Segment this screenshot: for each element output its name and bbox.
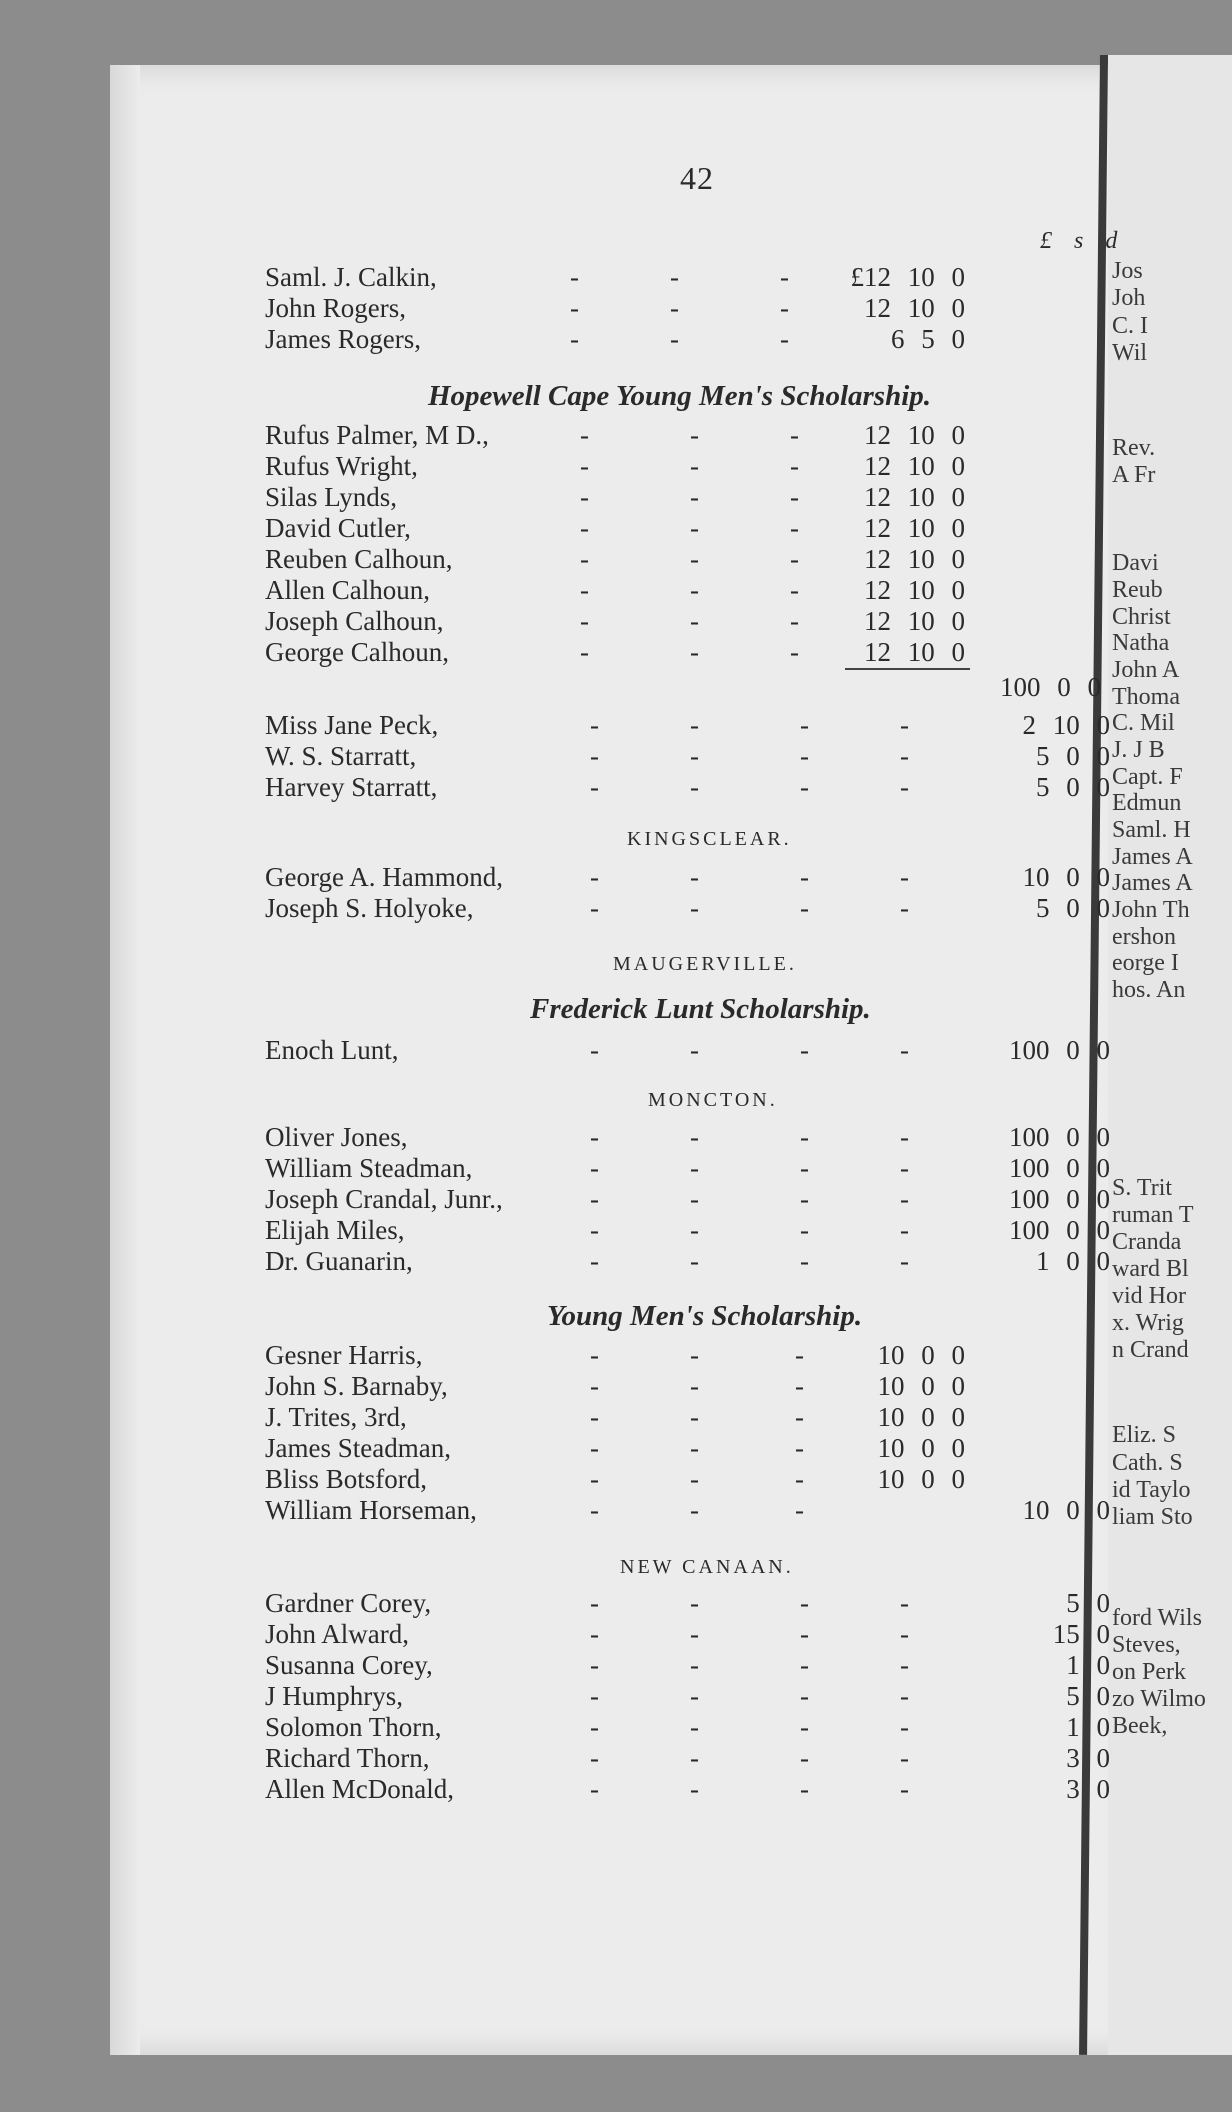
subscription-amount: 12 10 0 <box>864 606 965 636</box>
leader-dash: - <box>795 1340 804 1370</box>
subscription-amount: 6 5 0 <box>891 324 965 354</box>
facing-page-text-fragment: liam Sto <box>1112 1504 1193 1530</box>
subscription-amount: 12 10 0 <box>864 482 965 512</box>
subscriber-name: Joseph S. Holyoke, <box>265 893 474 923</box>
subscription-amount: 12 10 0 <box>864 420 965 450</box>
subscriber-name: Rufus Palmer, M D., <box>265 420 489 450</box>
leader-dash: - <box>590 862 599 892</box>
leader-dash: - <box>590 1433 599 1463</box>
total-amount: 10 0 0 <box>1022 862 1110 892</box>
section-total: 100 0 0 <box>1000 672 1101 702</box>
ledger-row <box>265 1588 1145 1618</box>
total-amount: 10 0 0 <box>1022 1495 1110 1525</box>
subscriber-name: Enoch Lunt, <box>265 1035 399 1065</box>
leader-dash: - <box>800 1035 809 1065</box>
leader-dash: - <box>690 420 699 450</box>
leader-dash: - <box>690 1215 699 1245</box>
facing-page-text-fragment: Steves, <box>1112 1632 1181 1658</box>
leader-dash: - <box>570 324 579 354</box>
leader-dash: - <box>790 513 799 543</box>
leader-dash: - <box>690 1433 699 1463</box>
leader-dash: - <box>590 1246 599 1276</box>
facing-page-text-fragment: C. I <box>1112 313 1148 339</box>
leader-dash: - <box>580 637 589 667</box>
leader-dash: - <box>800 710 809 740</box>
leader-dash: - <box>800 893 809 923</box>
ledger-row <box>265 1215 1145 1245</box>
ledger-row <box>265 862 1145 892</box>
leader-dash: - <box>690 893 699 923</box>
subscriber-name: Oliver Jones, <box>265 1122 408 1152</box>
leader-dash: - <box>900 1712 909 1742</box>
facing-page-text-fragment: Joh <box>1112 285 1146 311</box>
facing-page-text-fragment: Rev. <box>1112 435 1156 461</box>
leader-dash: - <box>690 575 699 605</box>
subscriber-name: Richard Thorn, <box>265 1743 430 1773</box>
leader-dash: - <box>590 893 599 923</box>
leader-dash: - <box>690 1153 699 1183</box>
total-amount: 1 0 <box>1066 1712 1110 1742</box>
ledger-row <box>265 324 1145 354</box>
leader-dash: - <box>900 1619 909 1649</box>
leader-dash: - <box>800 1774 809 1804</box>
leader-dash: - <box>800 1122 809 1152</box>
leader-dash: - <box>690 451 699 481</box>
subscription-amount: 10 0 0 <box>877 1402 965 1432</box>
subscriber-name: John S. Barnaby, <box>265 1371 448 1401</box>
ledger-row <box>265 1246 1145 1276</box>
facing-page-text-fragment: on Perk <box>1112 1659 1186 1685</box>
leader-dash: - <box>790 544 799 574</box>
leader-dash: - <box>800 741 809 771</box>
total-amount: 100 0 0 <box>1009 1035 1110 1065</box>
subscriber-name: Gesner Harris, <box>265 1340 423 1370</box>
total-amount: 2 10 0 <box>1022 710 1110 740</box>
subscription-amount: 12 10 0 <box>864 293 965 323</box>
leader-dash: - <box>590 1619 599 1649</box>
ledger-row <box>265 1681 1145 1711</box>
ledger-row <box>265 544 1145 574</box>
leader-dash: - <box>780 262 789 292</box>
leader-dash: - <box>900 741 909 771</box>
ledger-row <box>265 1433 1145 1463</box>
subscriber-name: William Horseman, <box>265 1495 477 1525</box>
total-amount: 100 0 0 <box>1009 1215 1110 1245</box>
section-subheading: Frederick Lunt Scholarship. <box>530 993 871 1025</box>
leader-dash: - <box>590 1371 599 1401</box>
leader-dash: - <box>900 1588 909 1618</box>
leader-dash: - <box>690 1743 699 1773</box>
facing-page-text-fragment: Saml. H <box>1112 817 1191 843</box>
subscription-amount: 12 10 0 <box>864 575 965 605</box>
leader-dash: - <box>795 1433 804 1463</box>
total-amount: 100 0 0 <box>1009 1184 1110 1214</box>
leader-dash: - <box>800 1650 809 1680</box>
leader-dash: - <box>690 1184 699 1214</box>
section-heading: NEW CANAAN. <box>620 1556 794 1578</box>
ledger-row <box>265 1495 1145 1525</box>
facing-page-text-fragment: Cranda <box>1112 1229 1182 1255</box>
leader-dash: - <box>800 772 809 802</box>
subscriber-name: Joseph Calhoun, <box>265 606 444 636</box>
subscriber-name: Harvey Starratt, <box>265 772 438 802</box>
leader-dash: - <box>790 451 799 481</box>
leader-dash: - <box>590 741 599 771</box>
leader-dash: - <box>900 862 909 892</box>
leader-dash: - <box>590 1712 599 1742</box>
ledger-row <box>265 1650 1145 1680</box>
section-heading: KINGSCLEAR. <box>627 828 792 850</box>
total-amount: 3 0 <box>1066 1774 1110 1804</box>
ledger-row <box>265 1122 1145 1152</box>
total-amount: 1 0 0 <box>1036 1246 1110 1276</box>
leader-dash: - <box>590 1122 599 1152</box>
leader-dash: - <box>900 1743 909 1773</box>
facing-page-text-fragment: x. Wrig <box>1112 1310 1184 1336</box>
leader-dash: - <box>900 1774 909 1804</box>
leader-dash: - <box>690 1035 699 1065</box>
ledger-row <box>265 1712 1145 1742</box>
leader-dash: - <box>900 710 909 740</box>
subscriber-name: Silas Lynds, <box>265 482 398 512</box>
leader-dash: - <box>790 420 799 450</box>
subscriber-name: David Cutler, <box>265 513 411 543</box>
total-amount: 5 0 0 <box>1036 772 1110 802</box>
facing-page-text-fragment: Beek, <box>1112 1713 1168 1739</box>
leader-dash: - <box>670 293 679 323</box>
ledger-row <box>265 262 1145 292</box>
subscriber-name: John Alward, <box>265 1619 409 1649</box>
facing-page-text-fragment: Natha <box>1112 630 1170 656</box>
facing-page-text-fragment: A Fr <box>1112 462 1156 488</box>
ledger-row <box>265 1371 1145 1401</box>
ledger-row <box>265 420 1145 450</box>
facing-page-text-fragment: Christ <box>1112 604 1171 630</box>
section-heading: Young Men's Scholarship. <box>547 1300 863 1332</box>
ledger-row <box>265 741 1145 771</box>
subscriber-name: James Rogers, <box>265 324 421 354</box>
facing-page-text-fragment: John Th <box>1112 897 1190 923</box>
leader-dash: - <box>900 1246 909 1276</box>
leader-dash: - <box>580 575 589 605</box>
subscription-amount: £12 10 0 <box>850 262 965 292</box>
ledger-row <box>265 451 1145 481</box>
leader-dash: - <box>690 637 699 667</box>
subscriber-name: James Steadman, <box>265 1433 451 1463</box>
facing-page-text-fragment: Capt. F <box>1112 764 1183 790</box>
leader-dash: - <box>900 893 909 923</box>
subscriber-name: J Humphrys, <box>265 1681 404 1711</box>
leader-dash: - <box>690 1402 699 1432</box>
leader-dash: - <box>590 772 599 802</box>
leader-dash: - <box>690 482 699 512</box>
leader-dash: - <box>800 1743 809 1773</box>
leader-dash: - <box>800 1153 809 1183</box>
facing-page-text-fragment: Thoma <box>1112 684 1180 710</box>
ledger-row <box>265 482 1145 512</box>
leader-dash: - <box>795 1371 804 1401</box>
subscription-amount: 10 0 0 <box>877 1371 965 1401</box>
ledger-row <box>265 893 1145 923</box>
total-amount: 100 0 0 <box>1009 1153 1110 1183</box>
total-amount: 5 0 0 <box>1036 893 1110 923</box>
leader-dash: - <box>580 482 589 512</box>
leader-dash: - <box>590 710 599 740</box>
subscriber-name: Miss Jane Peck, <box>265 710 439 740</box>
leader-dash: - <box>780 324 789 354</box>
facing-page-text-fragment: Reub <box>1112 577 1163 603</box>
leader-dash: - <box>900 1681 909 1711</box>
facing-page-text-fragment: C. Mil <box>1112 710 1175 736</box>
leader-dash: - <box>780 293 789 323</box>
leader-dash: - <box>580 513 589 543</box>
facing-page-text-fragment: Eliz. S <box>1112 1422 1176 1448</box>
leader-dash: - <box>690 1122 699 1152</box>
facing-page-text-fragment: ward Bl <box>1112 1256 1189 1282</box>
leader-dash: - <box>790 637 799 667</box>
subscription-amount: 12 10 0 <box>864 451 965 481</box>
leader-dash: - <box>900 772 909 802</box>
leader-dash: - <box>590 1681 599 1711</box>
subscription-amount: 12 10 0 <box>864 637 965 667</box>
subscriber-name: W. S. Starratt, <box>265 741 417 771</box>
total-amount: 15 0 <box>1052 1619 1110 1649</box>
subscriber-name: Gardner Corey, <box>265 1588 432 1618</box>
leader-dash: - <box>690 1246 699 1276</box>
leader-dash: - <box>900 1215 909 1245</box>
leader-dash: - <box>690 710 699 740</box>
subtotal-rule <box>845 668 970 670</box>
facing-page-text-fragment: James A <box>1112 844 1193 870</box>
subscriber-name: George A. Hammond, <box>265 862 503 892</box>
leader-dash: - <box>790 606 799 636</box>
ledger-row <box>265 1743 1145 1773</box>
leader-dash: - <box>590 1774 599 1804</box>
facing-page-text-fragment: ruman T <box>1112 1202 1194 1228</box>
leader-dash: - <box>690 1495 699 1525</box>
total-amount: 5 0 <box>1066 1588 1110 1618</box>
leader-dash: - <box>800 1588 809 1618</box>
subscriber-name: Dr. Guanarin, <box>265 1246 413 1276</box>
leader-dash: - <box>690 741 699 771</box>
subscriber-name: Allen McDonald, <box>265 1774 454 1804</box>
leader-dash: - <box>590 1588 599 1618</box>
ledger-row <box>265 513 1145 543</box>
leader-dash: - <box>690 1681 699 1711</box>
subscriber-name: William Steadman, <box>265 1153 473 1183</box>
leader-dash: - <box>800 1712 809 1742</box>
facing-page-text-fragment: zo Wilmo <box>1112 1686 1206 1712</box>
subscription-amount: 10 0 0 <box>877 1340 965 1370</box>
ledger-row <box>265 637 1145 667</box>
leader-dash: - <box>590 1495 599 1525</box>
leader-dash: - <box>590 1035 599 1065</box>
ledger-row <box>265 1184 1145 1214</box>
subscriber-name: John Rogers, <box>265 293 406 323</box>
leader-dash: - <box>800 1619 809 1649</box>
leader-dash: - <box>690 1464 699 1494</box>
subscriber-name: Allen Calhoun, <box>265 575 430 605</box>
leader-dash: - <box>580 420 589 450</box>
page-number: 42 <box>680 160 714 196</box>
leader-dash: - <box>900 1122 909 1152</box>
ledger-row <box>265 1464 1145 1494</box>
leader-dash: - <box>580 606 589 636</box>
subscription-amount: 10 0 0 <box>877 1464 965 1494</box>
ledger-row <box>265 575 1145 605</box>
ledger-row <box>265 1619 1145 1649</box>
facing-page-text-fragment: ershon <box>1112 924 1176 950</box>
subscriber-name: Bliss Botsford, <box>265 1464 428 1494</box>
facing-page-text-fragment: Edmun <box>1112 790 1182 816</box>
ledger-row <box>265 1402 1145 1432</box>
total-amount: 3 0 <box>1066 1743 1110 1773</box>
page-edge-shadow <box>110 65 140 2055</box>
section-heading: MONCTON. <box>648 1089 778 1111</box>
leader-dash: - <box>795 1402 804 1432</box>
leader-dash: - <box>590 1184 599 1214</box>
subscriber-name: Rufus Wright, <box>265 451 418 481</box>
leader-dash: - <box>690 606 699 636</box>
leader-dash: - <box>670 324 679 354</box>
leader-dash: - <box>690 1371 699 1401</box>
facing-page-text-fragment: J. J B <box>1112 737 1165 763</box>
leader-dash: - <box>690 1774 699 1804</box>
subscriber-name: George Calhoun, <box>265 637 449 667</box>
leader-dash: - <box>590 1153 599 1183</box>
ledger-row <box>265 606 1145 636</box>
section-heading: Hopewell Cape Young Men's Scholarship. <box>428 380 932 412</box>
leader-dash: - <box>590 1743 599 1773</box>
facing-page-text-fragment: Jos <box>1112 258 1143 284</box>
leader-dash: - <box>690 544 699 574</box>
ledger-row <box>265 1035 1145 1065</box>
leader-dash: - <box>570 293 579 323</box>
total-amount: 5 0 <box>1066 1681 1110 1711</box>
subscriber-name: Susanna Corey, <box>265 1650 433 1680</box>
ledger-row <box>265 772 1145 802</box>
leader-dash: - <box>900 1035 909 1065</box>
leader-dash: - <box>900 1184 909 1214</box>
facing-page-text-fragment: vid Hor <box>1112 1283 1186 1309</box>
leader-dash: - <box>900 1153 909 1183</box>
currency-column-header: £ s d <box>1040 228 1126 254</box>
leader-dash: - <box>570 262 579 292</box>
ledger-row <box>265 1153 1145 1183</box>
leader-dash: - <box>790 482 799 512</box>
leader-dash: - <box>690 1340 699 1370</box>
leader-dash: - <box>580 544 589 574</box>
total-amount: 100 0 0 <box>1009 1122 1110 1152</box>
leader-dash: - <box>590 1650 599 1680</box>
subscriber-name: J. Trites, 3rd, <box>265 1402 407 1432</box>
section-heading: MAUGERVILLE. <box>613 953 797 975</box>
ledger-row <box>265 1340 1145 1370</box>
leader-dash: - <box>800 1681 809 1711</box>
leader-dash: - <box>690 862 699 892</box>
ledger-row <box>265 1774 1145 1804</box>
leader-dash: - <box>690 1588 699 1618</box>
total-amount: 1 0 <box>1066 1650 1110 1680</box>
subscription-amount: 10 0 0 <box>877 1433 965 1463</box>
leader-dash: - <box>800 1246 809 1276</box>
leader-dash: - <box>580 451 589 481</box>
subscriber-name: Reuben Calhoun, <box>265 544 453 574</box>
subscriber-name: Elijah Miles, <box>265 1215 405 1245</box>
leader-dash: - <box>795 1464 804 1494</box>
facing-page-text-fragment: John A <box>1112 657 1180 683</box>
facing-page-text-fragment: n Crand <box>1112 1337 1189 1363</box>
leader-dash: - <box>590 1340 599 1370</box>
facing-page-text-fragment: Cath. S <box>1112 1450 1183 1476</box>
facing-page-text-fragment: eorge I <box>1112 950 1179 976</box>
leader-dash: - <box>690 1619 699 1649</box>
leader-dash: - <box>800 1215 809 1245</box>
facing-page-text-fragment: ford Wils <box>1112 1605 1202 1631</box>
ledger-row <box>265 293 1145 323</box>
facing-page-text-fragment: Davi <box>1112 550 1159 576</box>
facing-page-text-fragment: S. Trit <box>1112 1175 1173 1201</box>
leader-dash: - <box>670 262 679 292</box>
leader-dash: - <box>790 575 799 605</box>
leader-dash: - <box>900 1650 909 1680</box>
facing-page-text-fragment: Wil <box>1112 340 1148 366</box>
facing-page-text-fragment: hos. An <box>1112 977 1186 1003</box>
subscriber-name: Solomon Thorn, <box>265 1712 442 1742</box>
total-amount: 5 0 0 <box>1036 741 1110 771</box>
facing-page-text-fragment: James A <box>1112 870 1193 896</box>
ledger-row <box>265 710 1145 740</box>
subscription-amount: 12 10 0 <box>864 513 965 543</box>
facing-page-text-fragment: id Taylo <box>1112 1477 1191 1503</box>
leader-dash: - <box>800 1184 809 1214</box>
subscriber-name: Joseph Crandal, Junr., <box>265 1184 503 1214</box>
leader-dash: - <box>690 1650 699 1680</box>
leader-dash: - <box>690 1712 699 1742</box>
leader-dash: - <box>800 862 809 892</box>
leader-dash: - <box>590 1215 599 1245</box>
leader-dash: - <box>590 1402 599 1432</box>
subscription-amount: 12 10 0 <box>864 544 965 574</box>
leader-dash: - <box>590 1464 599 1494</box>
leader-dash: - <box>690 513 699 543</box>
leader-dash: - <box>690 772 699 802</box>
leader-dash: - <box>795 1495 804 1525</box>
subscriber-name: Saml. J. Calkin, <box>265 262 437 292</box>
